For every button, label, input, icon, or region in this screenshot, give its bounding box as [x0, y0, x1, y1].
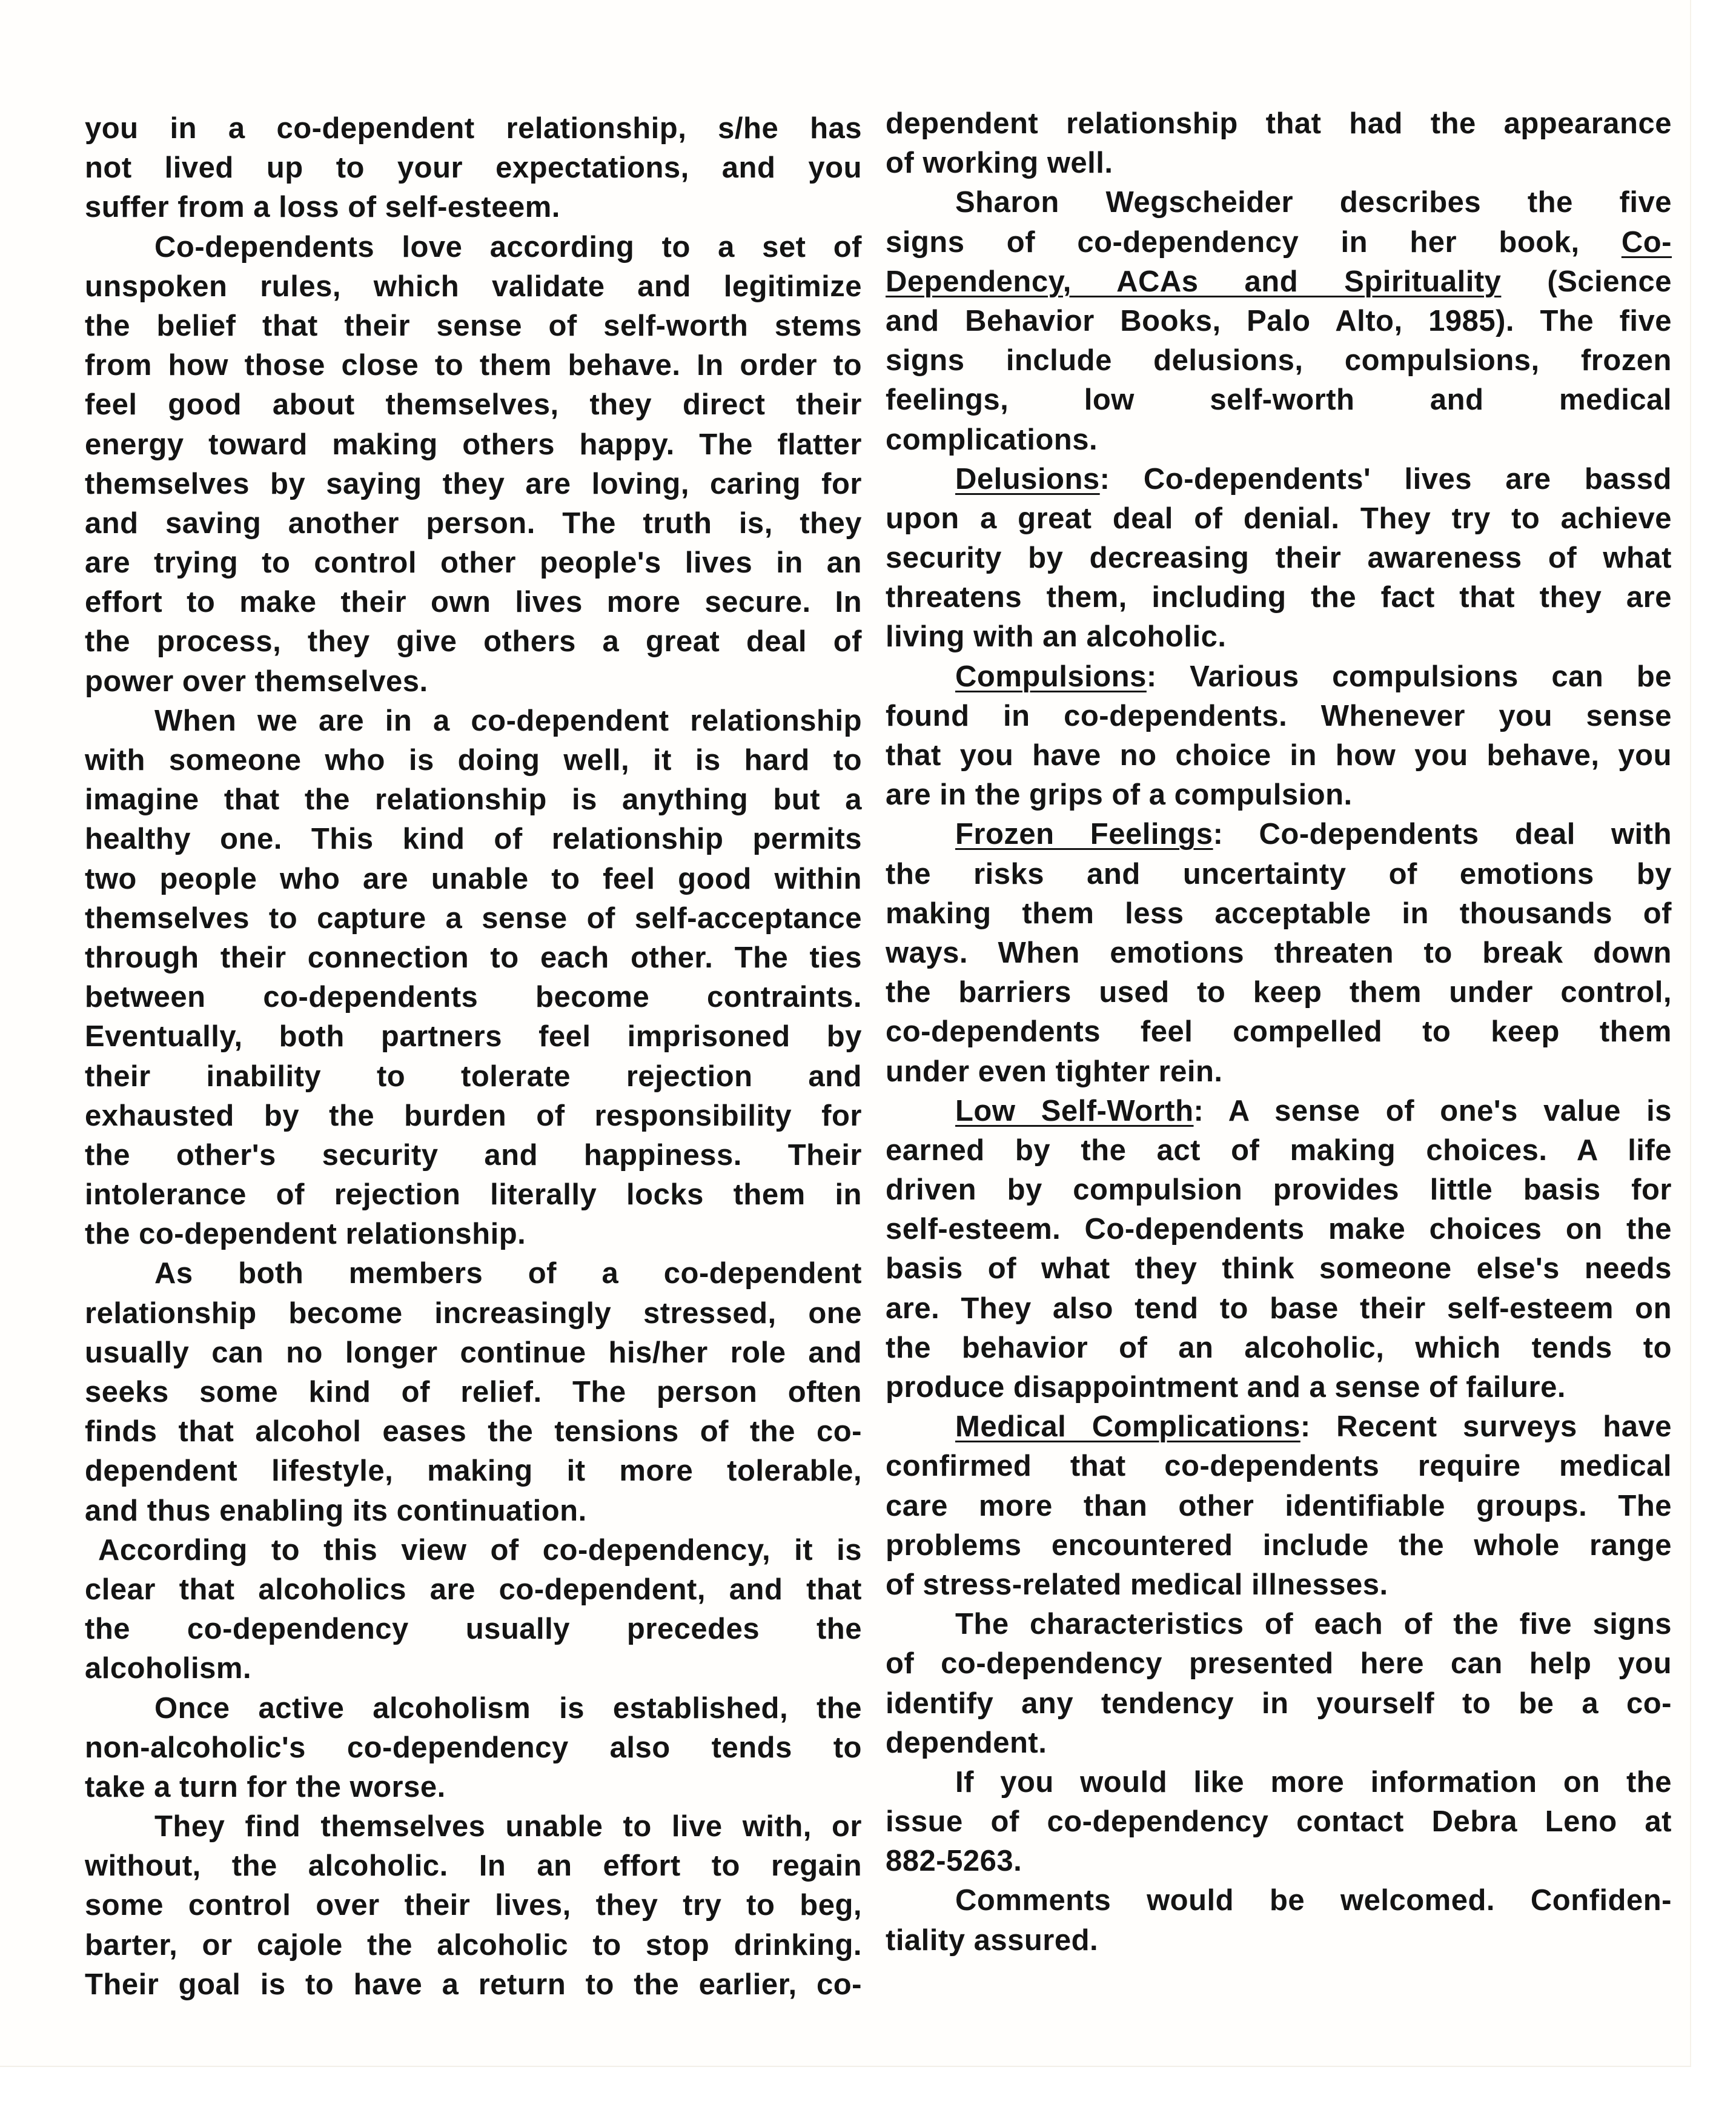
- text-line: upon a great deal of denial. They try to achieve: [886, 502, 1672, 535]
- text-line: As both members of a co-dependent: [154, 1257, 862, 1290]
- paragraph: [886, 657, 1672, 815]
- text-line: ways. When emotions threaten to break down: [886, 936, 1672, 969]
- text-line: that you have no choice in how you behave, you: [886, 739, 1672, 772]
- paragraph: [886, 1881, 1672, 1960]
- text-line: Dependency, ACAs and Spirituality (Science: [886, 265, 1672, 298]
- text-line: through their connection to each other. The ties: [85, 941, 862, 974]
- text-line: Eventually, both partners feel imprisoned by: [85, 1020, 862, 1053]
- text-line: confirmed that co-dependents require medical: [886, 1450, 1672, 1483]
- text-line: According to this view of co-dependency, it is: [98, 1533, 862, 1567]
- text-line: power over themselves.: [85, 665, 428, 698]
- left-column: [85, 109, 862, 2005]
- text-line: When we are in a co-dependent relationship: [154, 704, 862, 737]
- text-line: are in the grips of a compulsion.: [886, 778, 1353, 812]
- paragraph: [85, 1531, 862, 1689]
- text-line: suffer from a loss of self-esteem.: [85, 191, 560, 224]
- text-line: Low Self-Worth: A sense of one's value is: [955, 1094, 1672, 1127]
- text-line: 882-5263.: [886, 1845, 1022, 1878]
- text-line: between co-dependents become contraints.: [85, 981, 862, 1014]
- text-line: If you would like more information on the: [955, 1765, 1672, 1799]
- text-line: are trying to control other people's lives in an: [85, 546, 862, 580]
- text-line: imagine that the relationship is anything but a: [85, 783, 862, 817]
- text-line: take a turn for the worse.: [85, 1770, 446, 1803]
- text-line: dependent relationship that had the appearance: [886, 107, 1672, 140]
- underlined-heading: Dependency, ACAs and Spirituality: [886, 265, 1502, 298]
- text-line: are. They also tend to base their self-esteem on: [886, 1292, 1672, 1325]
- text-line: and thus enabling its continuation.: [85, 1494, 587, 1527]
- paragraph: [85, 1807, 862, 2005]
- underlined-heading: Delusions: [955, 462, 1100, 496]
- text-line: dependent lifestyle, making it more tolerable,: [85, 1455, 862, 1488]
- text-line: barter, or cajole the alcoholic to stop drinking.: [85, 1928, 862, 1962]
- text-line: driven by compulsion provides little basis for: [886, 1173, 1672, 1207]
- text-line: themselves by saying they are loving, caring for: [85, 467, 862, 500]
- text-line: the barriers used to keep them under control,: [886, 976, 1672, 1009]
- text-line: and saving another person. The truth is, they: [85, 506, 862, 540]
- text-line: healthy one. This kind of relationship permits: [85, 823, 862, 856]
- text-line: self-esteem. Co-dependents make choices on the: [886, 1213, 1672, 1246]
- paragraph: [85, 109, 862, 228]
- text-line: Once active alcoholism is established, the: [154, 1691, 862, 1725]
- text-line: found in co-dependents. Whenever you sense: [886, 699, 1672, 732]
- text-line: produce disappointment and a sense of failure.: [886, 1371, 1566, 1404]
- paragraph: [85, 1254, 862, 1530]
- text-line: security by decreasing their awareness of what: [886, 542, 1672, 575]
- underlined-heading: Medical Complications: [955, 1410, 1300, 1444]
- text-line: not lived up to your expectations, and you: [85, 151, 862, 185]
- text-line: basis of what they think someone else's needs: [886, 1252, 1672, 1286]
- text-line: and Behavior Books, Palo Alto, 1985). The five: [886, 304, 1672, 337]
- text-line: the behavior of an alcoholic, which tends to: [886, 1331, 1672, 1364]
- text-line: the other's security and happiness. Their: [85, 1138, 862, 1172]
- text-line: Sharon Wegscheider describes the five: [955, 186, 1672, 219]
- text-line: the process, they give others a great deal of: [85, 625, 862, 659]
- text-line: their inability to tolerate rejection and: [85, 1060, 862, 1093]
- text-line: feel good about themselves, they direct their: [85, 388, 862, 422]
- text-line: from how those close to them behave. In order to: [85, 349, 862, 382]
- text-line: threatens them, including the fact that they are: [886, 581, 1672, 614]
- text-line: of co-dependency presented here can help you: [886, 1647, 1672, 1680]
- paragraph: [85, 228, 862, 702]
- text-line: of stress-related medical illnesses.: [886, 1568, 1388, 1601]
- text-line: co-dependents feel compelled to keep them: [886, 1015, 1672, 1049]
- text-line: energy toward making others happy. The flatter: [85, 428, 862, 461]
- text-line: alcoholism.: [85, 1652, 252, 1685]
- text-line: intolerance of rejection literally locks them in: [85, 1178, 862, 1212]
- underlined-heading: Frozen Feelings: [955, 818, 1213, 851]
- text-line: care more than other identifiable groups. The: [886, 1489, 1672, 1522]
- text-line: Their goal is to have a return to the earlier, co-: [85, 1968, 862, 2001]
- text-line: tiality assured.: [886, 1923, 1099, 1957]
- underlined-heading: Compulsions: [955, 660, 1147, 693]
- text-line: unspoken rules, which validate and legitimize: [85, 270, 862, 303]
- paragraph: [886, 1763, 1672, 1882]
- paragraph: [886, 1605, 1672, 1763]
- text-line: two people who are unable to feel good within: [85, 862, 862, 895]
- paragraph: [886, 104, 1672, 183]
- paragraph: [886, 1092, 1672, 1408]
- text-line: without, the alcoholic. In an effort to regain: [85, 1850, 862, 1883]
- text-line: usually can no longer continue his/her role and: [85, 1336, 862, 1369]
- text-line: the risks and uncertainty of emotions by: [886, 857, 1672, 891]
- text-line: you in a co-dependent relationship, s/he has: [85, 112, 862, 145]
- text-line: non-alcoholic's co-dependency also tends to: [85, 1731, 862, 1764]
- text-line: signs include delusions, compulsions, frozen: [886, 344, 1672, 377]
- underlined-heading: Low Self-Worth: [955, 1094, 1194, 1127]
- text-line: Co-dependents love according to a set of: [154, 230, 862, 264]
- paragraph: [886, 183, 1672, 459]
- text-line: making them less acceptable in thousands of: [886, 897, 1672, 930]
- text-line: with someone who is doing well, it is hard to: [85, 744, 862, 777]
- text-line: the co-dependent relationship.: [85, 1218, 526, 1251]
- text-line: finds that alcohol eases the tensions of the co-: [85, 1415, 862, 1448]
- text-line: Comments would be welcomed. Confiden-: [955, 1884, 1672, 1917]
- text-line: the co-dependency usually precedes the: [85, 1613, 862, 1646]
- text-line: the belief that their sense of self-worth stems: [85, 309, 862, 342]
- text-line: Frozen Feelings: Co-dependents deal with: [955, 818, 1672, 851]
- text-line: relationship become increasingly stressed, one: [85, 1296, 862, 1330]
- text-line: They find themselves unable to live with, or: [154, 1810, 862, 1843]
- text-line: The characteristics of each of the five signs: [955, 1608, 1672, 1641]
- underlined-heading: Co-: [1621, 225, 1672, 259]
- text-line: under even tighter rein.: [886, 1055, 1223, 1088]
- text-line: Delusions: Co-dependents' lives are bassd: [955, 462, 1672, 496]
- text-line: Medical Complications: Recent surveys have: [955, 1410, 1672, 1444]
- text-line: issue of co-dependency contact Debra Leno at: [886, 1805, 1672, 1839]
- text-line: some control over their lives, they try to beg,: [85, 1889, 862, 1922]
- text-line: effort to make their own lives more secure. In: [85, 586, 862, 619]
- text-line: clear that alcoholics are co-dependent, and that: [85, 1573, 862, 1606]
- text-line: Compulsions: Various compulsions can be: [955, 660, 1672, 693]
- text-line: feelings, low self-worth and medical: [886, 383, 1672, 417]
- text-line: signs of co-dependency in her book, Co-: [886, 225, 1672, 259]
- paragraph: [886, 815, 1672, 1091]
- paragraph: [886, 1407, 1672, 1605]
- text-line: exhausted by the burden of responsibility for: [85, 1099, 862, 1132]
- text-line: of working well.: [886, 147, 1113, 180]
- text-line: identify any tendency in yourself to be a co-: [886, 1687, 1672, 1720]
- text-line: dependent.: [886, 1726, 1047, 1759]
- text-line: seeks some kind of relief. The person often: [85, 1376, 862, 1408]
- text-line: complications.: [886, 423, 1098, 456]
- paragraph: [85, 1689, 862, 1808]
- paragraph: [886, 460, 1672, 657]
- text-line: earned by the act of making choices. A life: [886, 1133, 1672, 1167]
- text-line: problems encountered include the whole range: [886, 1528, 1672, 1562]
- paragraph: [85, 702, 862, 1255]
- text-line: themselves to capture a sense of self-acceptance: [85, 901, 862, 935]
- right-column: [886, 104, 1672, 1960]
- text-line: living with an alcoholic.: [886, 620, 1227, 654]
